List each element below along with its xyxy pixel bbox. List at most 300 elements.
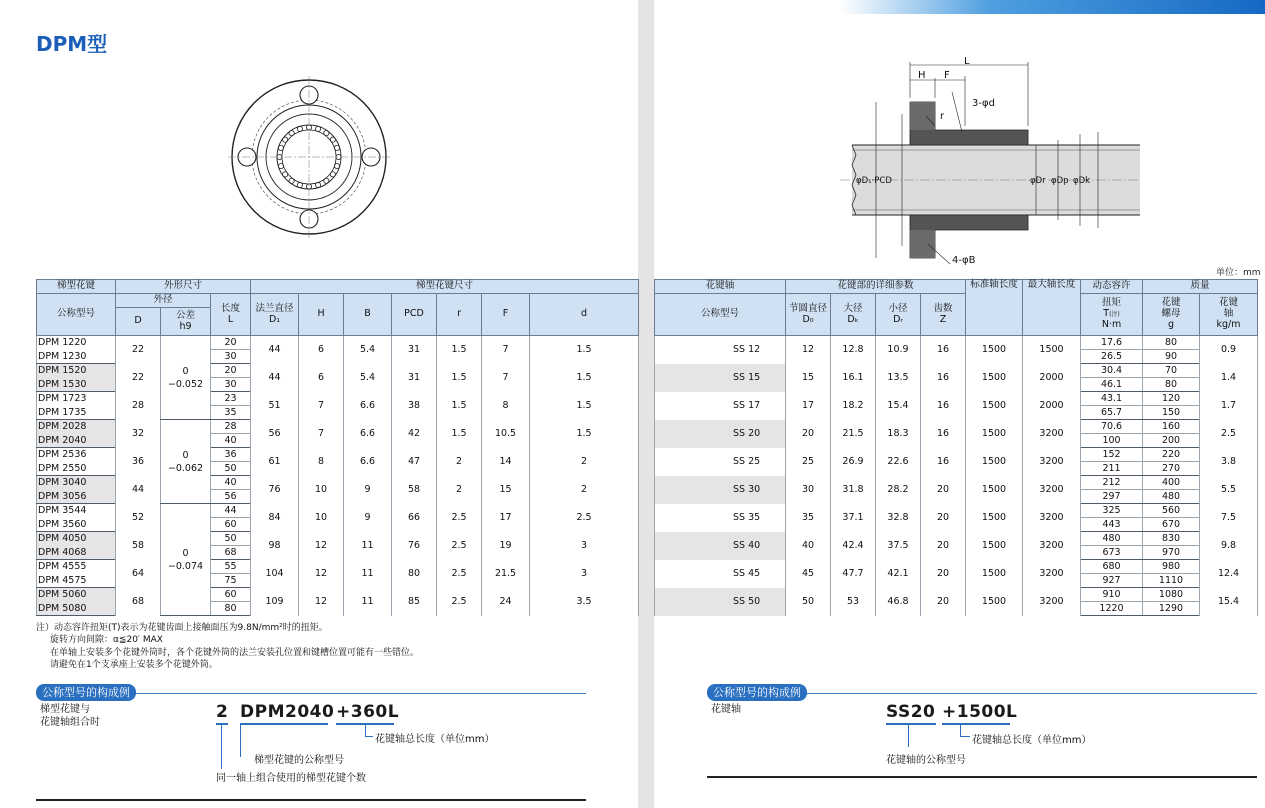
- torque-cell: 680: [1081, 560, 1143, 574]
- table-row: [655, 420, 1258, 434]
- nut-mass-cell: 120: [1143, 392, 1200, 406]
- nut-mass-cell: 830: [1143, 532, 1200, 546]
- torque-cell: 46.1: [1081, 378, 1143, 392]
- shaft-cell-std: 1500: [966, 392, 1023, 420]
- th-flange-dia: 法兰直径 D₁: [251, 294, 299, 336]
- table-row: [37, 504, 639, 518]
- length-cell: 50: [211, 462, 251, 476]
- spec-cell-r: 1.5: [437, 364, 482, 392]
- th-shaft-mass: 花键 轴 kg/m: [1200, 294, 1258, 336]
- outer-dia-cell: 52: [116, 504, 161, 532]
- table-row: [37, 476, 639, 490]
- shaft-model-cell: SS 25: [655, 448, 786, 476]
- length-cell: 36: [211, 448, 251, 462]
- spec-cell-f: 17: [482, 504, 530, 532]
- shaft-cell-dk: 21.5: [831, 420, 876, 448]
- spec-cell-d1: 44: [251, 364, 299, 392]
- spec-cell-b: 6.6: [344, 448, 392, 476]
- model-cell: DPM 4068: [37, 546, 116, 560]
- nut-mass-cell: 670: [1143, 518, 1200, 532]
- length-cell: 40: [211, 476, 251, 490]
- length-cell: 68: [211, 546, 251, 560]
- shaft-mass-cell: 1.4: [1200, 364, 1258, 392]
- left-expl-model: 梯型花键的公称型号: [254, 755, 344, 766]
- nut-mass-cell: 80: [1143, 336, 1200, 350]
- model-cell: DPM 5060: [37, 588, 116, 602]
- outer-dia-cell: 22: [116, 364, 161, 392]
- shaft-cell-dk: 16.1: [831, 364, 876, 392]
- torque-cell: 297: [1081, 490, 1143, 504]
- length-cell: 30: [211, 350, 251, 364]
- shaft-cell-max: 3200: [1023, 420, 1081, 448]
- shaft-mass-cell: 7.5: [1200, 504, 1258, 532]
- tolerance-upper: 0: [182, 449, 189, 461]
- tolerance-lower: −0.062: [167, 462, 204, 474]
- shaft-cell-std: 1500: [966, 364, 1023, 392]
- torque-cell: 100: [1081, 434, 1143, 448]
- nut-mass-cell: 160: [1143, 420, 1200, 434]
- tolerance-cell: [161, 336, 211, 420]
- length-cell: 23: [211, 392, 251, 406]
- spec-cell-r: 2.5: [437, 532, 482, 560]
- flange-front-view-drawing: [228, 76, 390, 238]
- right-example-label-1: 花键轴: [711, 704, 741, 715]
- length-cell: 50: [211, 532, 251, 546]
- spec-cell-pcd: 38: [392, 392, 437, 420]
- tolerance-cell: [161, 504, 211, 616]
- shaft-cell-dr: 22.6: [876, 448, 921, 476]
- spec-cell-d: 2: [530, 476, 639, 504]
- shaft-cell-std: 1500: [966, 560, 1023, 588]
- th-r: r: [437, 294, 482, 336]
- spec-cell-r: 2: [437, 448, 482, 476]
- table-row: [37, 560, 639, 574]
- length-cell: 20: [211, 364, 251, 378]
- nut-mass-cell: 1080: [1143, 588, 1200, 602]
- th-mass-group: 质量: [1143, 280, 1258, 294]
- shaft-cell-max: 2000: [1023, 364, 1081, 392]
- th-teeth: 齿数 Z: [921, 294, 966, 336]
- nut-mass-cell: 1290: [1143, 602, 1200, 616]
- torque-cell: 325: [1081, 504, 1143, 518]
- th-nut-mass: 花键 螺母 g: [1143, 294, 1200, 336]
- torque-cell: 211: [1081, 462, 1143, 476]
- model-cell: DPM 1220: [37, 336, 116, 350]
- outer-dia-cell: 36: [116, 448, 161, 476]
- spec-cell-r: 2.5: [437, 588, 482, 616]
- shaft-cell-z: 16: [921, 336, 966, 364]
- shaft-cell-dk: 37.1: [831, 504, 876, 532]
- shaft-cell-dr: 15.4: [876, 392, 921, 420]
- right-example-length: +1500L: [942, 702, 1018, 722]
- shaft-cell-std: 1500: [966, 476, 1023, 504]
- shaft-cell-d0: 50: [786, 588, 831, 616]
- th-d: d: [530, 294, 639, 336]
- shaft-cell-z: 20: [921, 560, 966, 588]
- th-std-length: 标准轴长度: [966, 280, 1023, 336]
- outer-dia-cell: 32: [116, 420, 161, 448]
- th-shaft-model: 公称型号: [655, 294, 786, 336]
- table-row: [655, 532, 1258, 546]
- nut-mass-cell: 970: [1143, 546, 1200, 560]
- spec-cell-pcd: 80: [392, 560, 437, 588]
- torque-cell: 480: [1081, 532, 1143, 546]
- nut-mass-cell: 480: [1143, 490, 1200, 504]
- spec-cell-d: 3: [530, 560, 639, 588]
- table-notes: [36, 622, 419, 671]
- shaft-cell-dk: 53: [831, 588, 876, 616]
- model-cell: DPM 5080: [37, 602, 116, 616]
- flange-section-view-drawing: [840, 52, 1140, 267]
- nut-mass-cell: 980: [1143, 560, 1200, 574]
- spec-cell-pcd: 42: [392, 420, 437, 448]
- torque-cell: 1220: [1081, 602, 1143, 616]
- right-example-pill: 公称型号的构成例: [707, 684, 807, 701]
- th-pitch-dia: 节圆直径 D₀: [786, 294, 831, 336]
- torque-cell: 927: [1081, 574, 1143, 588]
- shaft-cell-z: 20: [921, 504, 966, 532]
- th-torque-group: 动态容许: [1081, 280, 1143, 294]
- th-pcd: PCD: [392, 294, 437, 336]
- spec-cell-h: 7: [299, 392, 344, 420]
- shaft-model-cell: SS 17: [655, 392, 786, 420]
- shaft-mass-cell: 1.7: [1200, 392, 1258, 420]
- outer-dia-cell: 58: [116, 532, 161, 560]
- th-torque: 扭矩 T(注) N·m: [1081, 294, 1143, 336]
- shaft-cell-d0: 30: [786, 476, 831, 504]
- th-max-length: 最大轴长度: [1023, 280, 1081, 336]
- model-cell: DPM 4050: [37, 532, 116, 546]
- label-dk: φDk: [1073, 176, 1091, 186]
- model-cell: DPM 1530: [37, 378, 116, 392]
- nut-mass-cell: 150: [1143, 406, 1200, 420]
- spec-cell-b: 5.4: [344, 364, 392, 392]
- spec-cell-r: 1.5: [437, 336, 482, 364]
- shaft-mass-cell: 9.8: [1200, 532, 1258, 560]
- shaft-model-cell: SS 45: [655, 560, 786, 588]
- shaft-cell-d0: 15: [786, 364, 831, 392]
- th-spline-group: 梯型花键尺寸: [251, 280, 639, 294]
- spec-cell-d1: 104: [251, 560, 299, 588]
- shaft-cell-max: 1500: [1023, 336, 1081, 364]
- shaft-cell-max: 3200: [1023, 560, 1081, 588]
- spec-cell-d1: 98: [251, 532, 299, 560]
- shaft-cell-dk: 12.8: [831, 336, 876, 364]
- spec-cell-f: 19: [482, 532, 530, 560]
- left-example-pill: 公称型号的构成例: [36, 684, 136, 701]
- length-cell: 60: [211, 518, 251, 532]
- torque-cell: 673: [1081, 546, 1143, 560]
- tolerance-upper: 0: [182, 365, 189, 377]
- spec-cell-d1: 84: [251, 504, 299, 532]
- spec-cell-r: 2: [437, 476, 482, 504]
- spec-cell-h: 12: [299, 532, 344, 560]
- shaft-mass-cell: 5.5: [1200, 476, 1258, 504]
- length-cell: 44: [211, 504, 251, 518]
- nut-mass-cell: 400: [1143, 476, 1200, 490]
- label-L: L: [964, 56, 970, 67]
- note-line: 在单轴上安装多个花键外筒时，各个花键外筒的法兰安装孔位置和键槽位置可能有一些错位。: [50, 647, 420, 658]
- spec-cell-d1: 56: [251, 420, 299, 448]
- th-b: B: [344, 294, 392, 336]
- th-length: 长度 L: [211, 294, 251, 336]
- shaft-cell-dr: 32.8: [876, 504, 921, 532]
- spec-cell-pcd: 76: [392, 532, 437, 560]
- table-row: [37, 420, 639, 434]
- nut-mass-cell: 90: [1143, 350, 1200, 364]
- spec-cell-b: 11: [344, 532, 392, 560]
- spec-cell-d1: 61: [251, 448, 299, 476]
- spec-cell-b: 5.4: [344, 336, 392, 364]
- shaft-cell-d0: 25: [786, 448, 831, 476]
- spec-cell-b: 9: [344, 476, 392, 504]
- label-H: H: [918, 70, 926, 81]
- shaft-model-cell: SS 12: [655, 336, 786, 364]
- spec-cell-d1: 76: [251, 476, 299, 504]
- left-example-label-2: 花键轴组合时: [40, 717, 100, 728]
- shaft-cell-d0: 17: [786, 392, 831, 420]
- torque-cell: 443: [1081, 518, 1143, 532]
- shaft-cell-max: 3200: [1023, 448, 1081, 476]
- shaft-cell-dk: 42.4: [831, 532, 876, 560]
- model-cell: DPM 3560: [37, 518, 116, 532]
- length-cell: 56: [211, 490, 251, 504]
- model-cell: DPM 4575: [37, 574, 116, 588]
- right-example-bottom-rule: [707, 776, 1257, 778]
- shaft-mass-cell: 15.4: [1200, 588, 1258, 616]
- spec-cell-d: 3.5: [530, 588, 639, 616]
- spec-cell-f: 7: [482, 336, 530, 364]
- shaft-cell-std: 1500: [966, 336, 1023, 364]
- shaft-cell-dr: 10.9: [876, 336, 921, 364]
- shaft-cell-std: 1500: [966, 448, 1023, 476]
- nut-mass-cell: 80: [1143, 378, 1200, 392]
- spec-cell-h: 7: [299, 420, 344, 448]
- th-D: D: [116, 308, 161, 336]
- shaft-cell-dr: 13.5: [876, 364, 921, 392]
- left-example-model: DPM2040: [240, 702, 335, 722]
- spec-cell-h: 6: [299, 336, 344, 364]
- shaft-cell-dr: 37.5: [876, 532, 921, 560]
- spec-cell-r: 1.5: [437, 420, 482, 448]
- shaft-cell-max: 3200: [1023, 504, 1081, 532]
- label-hole-b: 4-φB: [952, 255, 976, 266]
- shaft-model-cell: SS 35: [655, 504, 786, 532]
- length-cell: 80: [211, 602, 251, 616]
- spec-cell-d1: 44: [251, 336, 299, 364]
- left-length-leader-h: [365, 736, 373, 737]
- table-row: [37, 364, 639, 378]
- spec-cell-d1: 51: [251, 392, 299, 420]
- shaft-mass-cell: 3.8: [1200, 448, 1258, 476]
- model-cell: DPM 2028: [37, 420, 116, 434]
- left-expl-length: 花键轴总长度（单位mm）: [375, 734, 495, 745]
- shaft-cell-d0: 20: [786, 420, 831, 448]
- table-row: [655, 504, 1258, 518]
- shaft-cell-max: 3200: [1023, 588, 1081, 616]
- tolerance-lower: −0.074: [167, 560, 204, 572]
- model-cell: DPM 4555: [37, 560, 116, 574]
- spec-cell-d: 2: [530, 448, 639, 476]
- model-cell: DPM 2040: [37, 434, 116, 448]
- spec-cell-r: 2.5: [437, 560, 482, 588]
- model-cell: DPM 2550: [37, 462, 116, 476]
- model-cell: DPM 1520: [37, 364, 116, 378]
- model-cell: DPM 1230: [37, 350, 116, 364]
- shaft-cell-z: 16: [921, 364, 966, 392]
- nut-mass-cell: 1110: [1143, 574, 1200, 588]
- spec-cell-b: 11: [344, 588, 392, 616]
- model-cell: DPM 3544: [37, 504, 116, 518]
- length-cell: 60: [211, 588, 251, 602]
- spec-cell-b: 11: [344, 560, 392, 588]
- model-cell: DPM 1735: [37, 406, 116, 420]
- table-row: [37, 336, 639, 350]
- shaft-cell-dk: 31.8: [831, 476, 876, 504]
- shaft-cell-d0: 35: [786, 504, 831, 532]
- spec-cell-f: 7: [482, 364, 530, 392]
- right-length-leader-h: [960, 736, 970, 737]
- table-row: [655, 588, 1258, 602]
- outer-dia-cell: 22: [116, 336, 161, 364]
- shaft-cell-z: 20: [921, 588, 966, 616]
- model-cell: DPM 1723: [37, 392, 116, 406]
- shaft-cell-z: 16: [921, 392, 966, 420]
- shaft-cell-z: 20: [921, 532, 966, 560]
- th-shaft: 花键轴: [655, 280, 786, 294]
- spec-cell-d: 3: [530, 532, 639, 560]
- shaft-cell-std: 1500: [966, 420, 1023, 448]
- th-tolerance: 公差 h9: [161, 308, 211, 336]
- shaft-mass-cell: 0.9: [1200, 336, 1258, 364]
- length-cell: 35: [211, 406, 251, 420]
- outer-dia-cell: 44: [116, 476, 161, 504]
- length-cell: 55: [211, 560, 251, 574]
- model-cell: DPM 3056: [37, 490, 116, 504]
- table-row: [37, 588, 639, 602]
- table-row: [655, 448, 1258, 462]
- th-model-group: 梯型花键: [37, 280, 116, 294]
- torque-cell: 152: [1081, 448, 1143, 462]
- spec-cell-d: 1.5: [530, 420, 639, 448]
- spec-cell-b: 6.6: [344, 392, 392, 420]
- left-example-qty: 2: [216, 702, 229, 722]
- spec-cell-f: 21.5: [482, 560, 530, 588]
- right-expl-model: 花键轴的公称型号: [886, 755, 966, 766]
- table-row: [37, 392, 639, 406]
- spec-cell-b: 9: [344, 504, 392, 532]
- header-gradient-bar: [840, 0, 1265, 14]
- table-row: [655, 560, 1258, 574]
- left-qty-leader: [221, 725, 222, 769]
- table-row: [37, 532, 639, 546]
- right-model-leader: [908, 725, 909, 747]
- tolerance-lower: −0.052: [167, 378, 204, 390]
- left-example-bottom-rule: [36, 799, 586, 801]
- shaft-cell-std: 1500: [966, 532, 1023, 560]
- model-cell: DPM 3040: [37, 476, 116, 490]
- th-major-dia: 大径 Dₖ: [831, 294, 876, 336]
- tolerance-upper: 0: [182, 547, 189, 559]
- spec-cell-f: 10.5: [482, 420, 530, 448]
- spec-cell-r: 1.5: [437, 392, 482, 420]
- table-row: [655, 476, 1258, 490]
- shaft-cell-dr: 18.3: [876, 420, 921, 448]
- spec-cell-d1: 109: [251, 588, 299, 616]
- spec-cell-pcd: 47: [392, 448, 437, 476]
- note-line: 旋转方向间隙：α≦20′ MAX: [50, 635, 163, 646]
- nut-mass-cell: 560: [1143, 504, 1200, 518]
- shaft-cell-z: 20: [921, 476, 966, 504]
- shaft-mass-cell: 12.4: [1200, 560, 1258, 588]
- table-row: [37, 448, 639, 462]
- torque-cell: 910: [1081, 588, 1143, 602]
- th-f: F: [482, 294, 530, 336]
- note-line: 注）动态容许扭矩(T)表示为花键齿面上接触面压为9.8N/mm²时的扭矩。: [36, 623, 328, 633]
- spec-cell-pcd: 31: [392, 336, 437, 364]
- torque-cell: 70.6: [1081, 420, 1143, 434]
- label-F: F: [944, 70, 950, 81]
- torque-cell: 17.6: [1081, 336, 1143, 350]
- shaft-model-cell: SS 20: [655, 420, 786, 448]
- length-cell: 20: [211, 336, 251, 350]
- spec-cell-d: 1.5: [530, 364, 639, 392]
- table-row: [655, 392, 1258, 406]
- shaft-cell-dr: 28.2: [876, 476, 921, 504]
- right-expl-length: 花键轴总长度（单位mm）: [972, 735, 1092, 746]
- shaft-cell-dr: 42.1: [876, 560, 921, 588]
- spec-cell-pcd: 31: [392, 364, 437, 392]
- nut-mass-cell: 220: [1143, 448, 1200, 462]
- spec-cell-d: 1.5: [530, 336, 639, 364]
- right-example-model: SS20: [886, 702, 936, 722]
- spec-cell-h: 12: [299, 588, 344, 616]
- shaft-cell-d0: 45: [786, 560, 831, 588]
- shaft-model-cell: SS 50: [655, 588, 786, 616]
- nut-mass-cell: 270: [1143, 462, 1200, 476]
- unit-note: 单位：mm: [1216, 268, 1261, 278]
- spec-cell-r: 2.5: [437, 504, 482, 532]
- length-cell: 30: [211, 378, 251, 392]
- torque-cell: 43.1: [1081, 392, 1143, 406]
- shaft-model-cell: SS 40: [655, 532, 786, 560]
- th-model: 公称型号: [37, 294, 116, 336]
- torque-cell: 26.5: [1081, 350, 1143, 364]
- note-line: 请避免在1个支承座上安装多个花键外筒。: [50, 659, 218, 670]
- right-model-underline: [886, 723, 936, 725]
- shaft-cell-std: 1500: [966, 588, 1023, 616]
- label-hole-d: 3-φd: [972, 98, 995, 109]
- left-example-length: +360L: [336, 702, 400, 722]
- length-cell: 28: [211, 420, 251, 434]
- torque-cell: 65.7: [1081, 406, 1143, 420]
- nut-mass-cell: 70: [1143, 364, 1200, 378]
- spec-cell-pcd: 85: [392, 588, 437, 616]
- spec-cell-pcd: 58: [392, 476, 437, 504]
- spec-cell-h: 8: [299, 448, 344, 476]
- th-outer-group: 外形尺寸: [116, 280, 251, 294]
- page-gutter: [638, 0, 654, 808]
- left-qty-underline: [216, 723, 228, 725]
- spec-cell-f: 8: [482, 392, 530, 420]
- left-model-leader: [240, 725, 241, 757]
- outer-dia-cell: 64: [116, 560, 161, 588]
- th-minor-dia: 小径 Dᵣ: [876, 294, 921, 336]
- spec-cell-d: 2.5: [530, 504, 639, 532]
- spec-cell-b: 6.6: [344, 420, 392, 448]
- spec-cell-f: 15: [482, 476, 530, 504]
- ss-spline-shaft-table: [654, 279, 1258, 616]
